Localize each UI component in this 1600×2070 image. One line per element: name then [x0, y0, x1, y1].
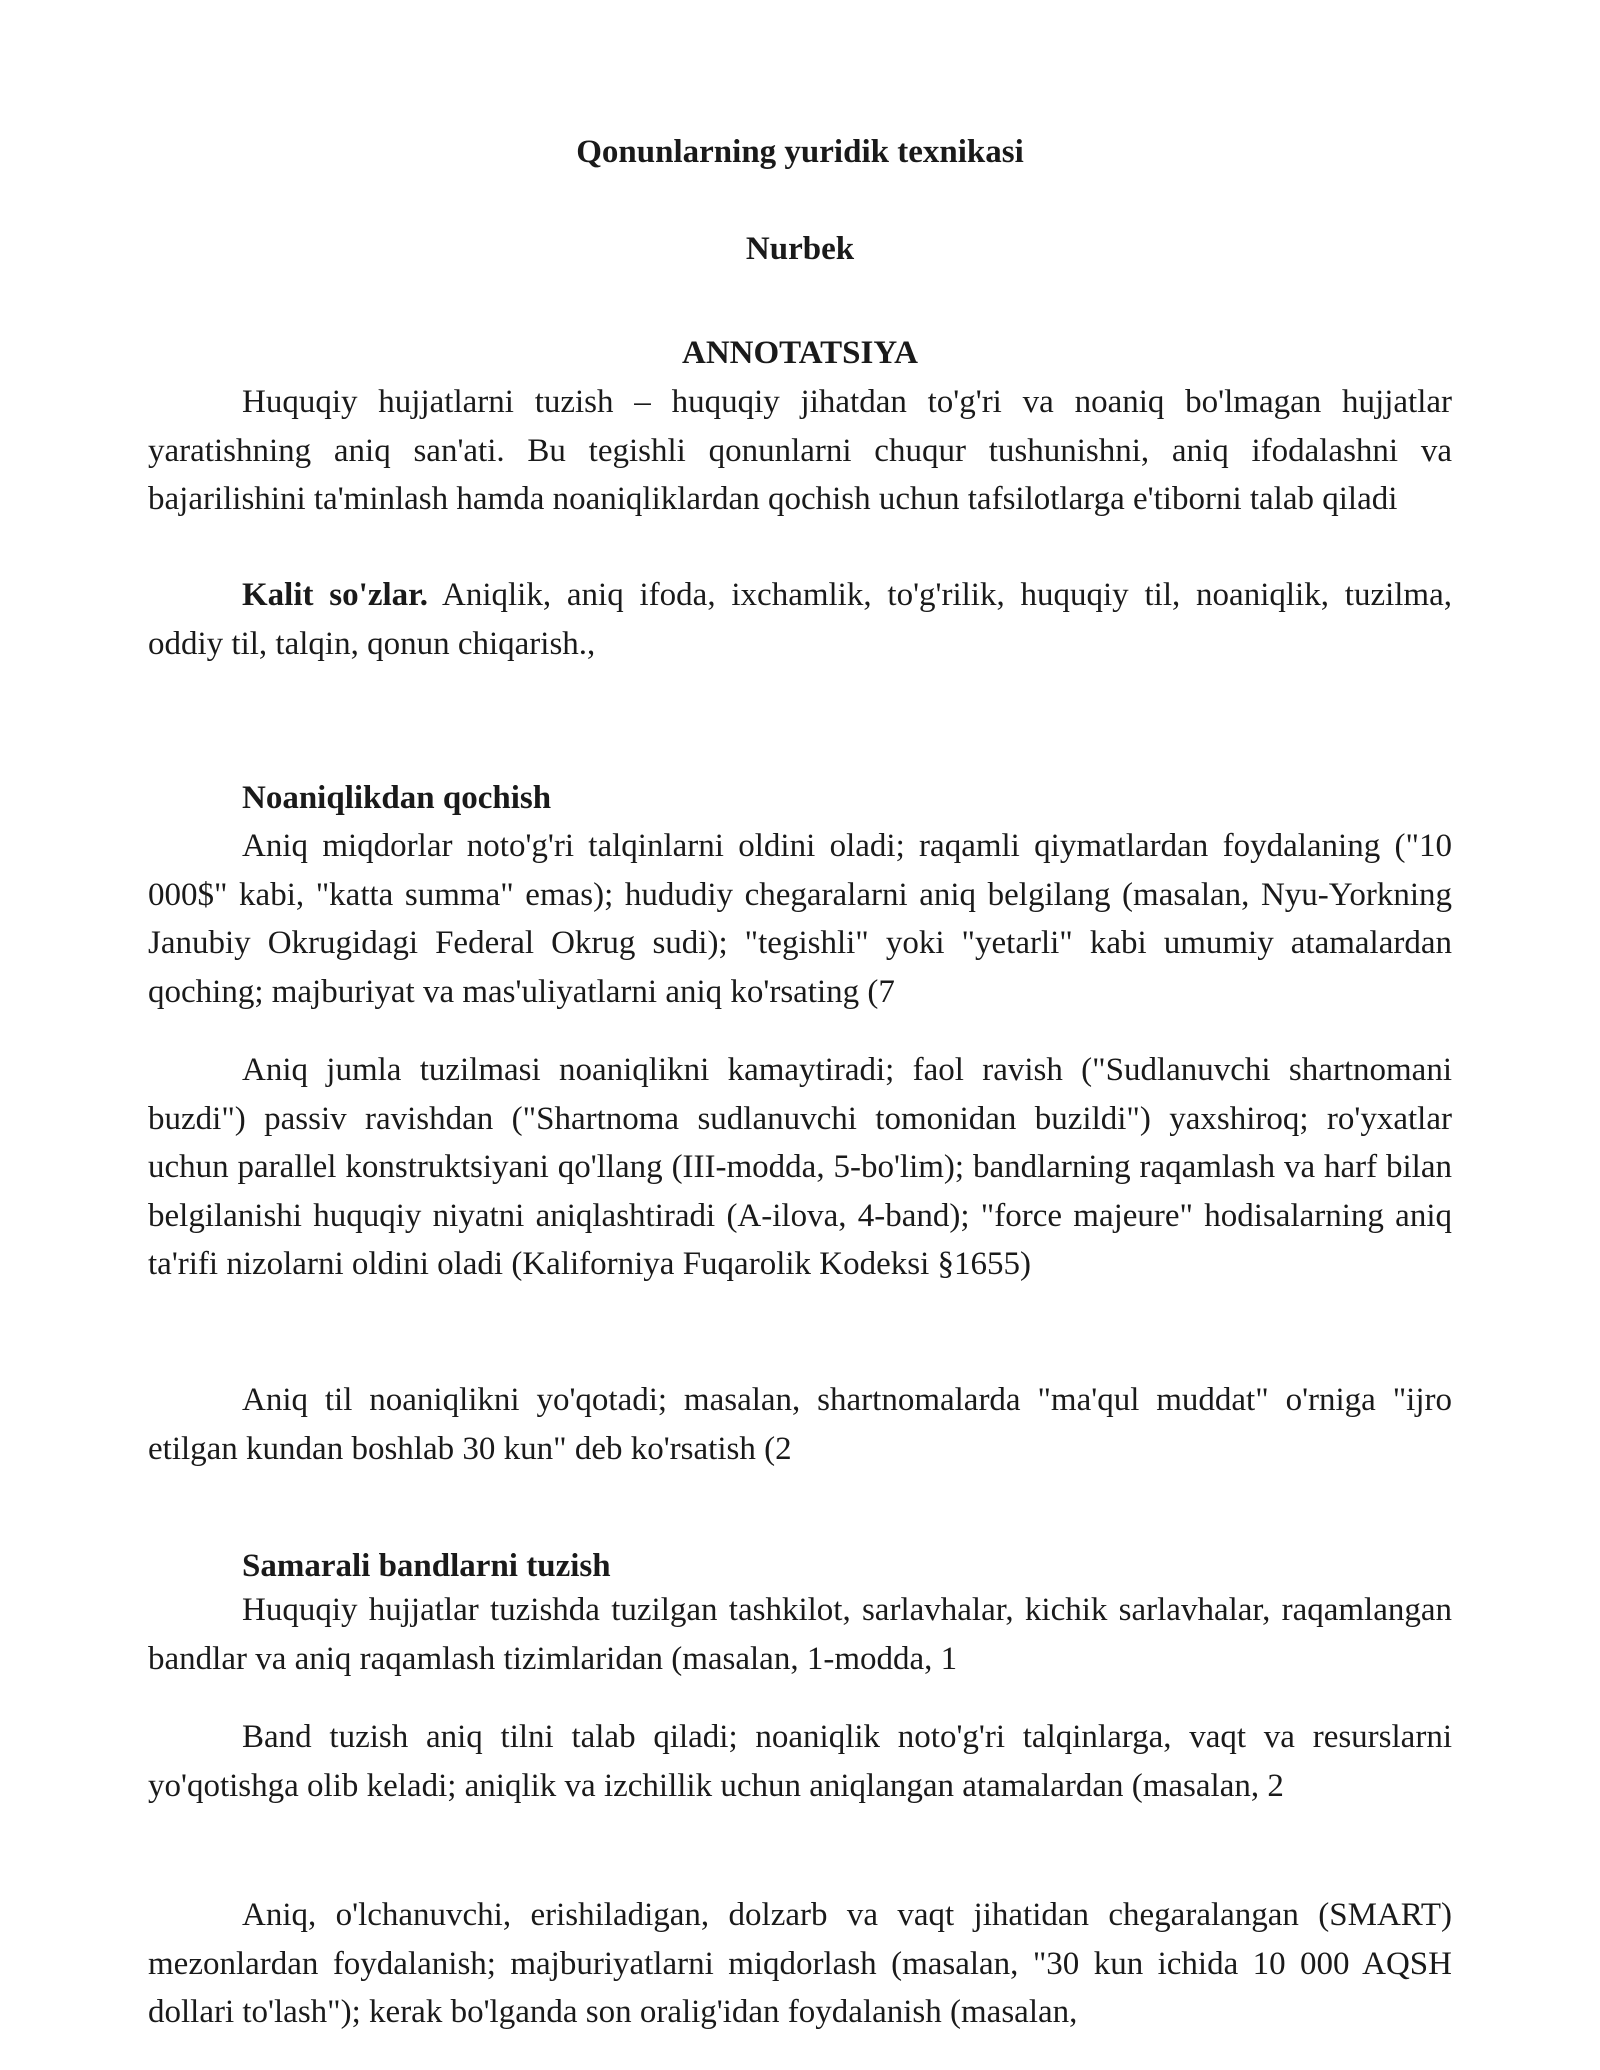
keywords-text: Aniqlik, aniq ifoda, ixchamlik, to'g'rilik, huquqiy til, noaniqlik, tuzilma, oddiy til, talqin, qonun chiqarish., [148, 577, 1452, 662]
document-title: Qonunlarning yuridik texnikasi [576, 134, 1024, 170]
keywords-paragraph [148, 571, 1452, 668]
section-2-paragraph-1: Huquqiy hujjatlar tuzishda tuzilgan tashkilot, sarlavhalar, kichik sarlavhalar, raqamlangan bandlar va aniq raqamlash tizimlaridan (masalan, 1-modda, 1 [148, 1592, 1452, 1677]
annotation-heading: ANNOTATSIYA [682, 335, 918, 371]
author-name: Nurbek [745, 231, 855, 267]
section-1-paragraph-1: Aniq miqdorlar noto'g'ri talqinlarni oldini oladi; raqamli qiymatlardan foydalaning ("10 000$" kabi, "katta summa" emas); hududiy chegaralarni aniq belgilang (masalan, Nyu-Yorkning Janubiy Okrugidagi Federal Okrug sudi); "tegishli" yoki "yetarli" kabi umumiy atamalardan qoching; majburiyat va mas'uliyatlarni aniq ko'rsating (7 [148, 828, 1452, 1010]
section-2-paragraph-3: Aniq, o'lchanuvchi, erishiladigan, dolzarb va vaqt jihatidan chegaralangan (SMART) mezonlardan foydalanish; majburiyatlarni miqdorlash (masalan, "30 kun ichida 10 000 AQSH dollari to'lash"); kerak bo'lganda son oralig'idan foydalanish (masalan, [148, 1897, 1452, 2030]
annotation-paragraph: Huquqiy hujjatlarni tuzish – huquqiy jihatdan to'g'ri va noaniq bo'lmagan hujjatlar yaratishning aniq san'ati. Bu tegishli qonunlarni chuqur tushunishni, aniq ifodalashni va bajarilishini ta'minlash hamda noaniqliklardan qochish uchun tafsilotlarga e'tiborni talab qiladi [148, 384, 1452, 517]
section-heading-effective-clauses: Samarali bandlarni tuzish [242, 1548, 611, 1584]
section-1-paragraph-3: Aniq til noaniqlikni yo'qotadi; masalan, shartnomalarda "ma'qul muddat" o'rniga "ijro etilgan kundan boshlab 30 kun" deb ko'rsatish (2 [148, 1382, 1452, 1467]
section-heading-ambiguity: Noaniqlikdan qochish [242, 780, 552, 816]
keywords-label: Kalit so'zlar. [242, 577, 428, 613]
section-1-paragraph-2: Aniq jumla tuzilmasi noaniqlikni kamaytiradi; faol ravish ("Sudlanuvchi shartnomani buzdi") passiv ravishdan ("Shartnoma sudlanuvchi tomonidan buzildi") yaxshiroq; ro'yxatlar uchun parallel konstruktsiyani qo'llang (III-modda, 5-bo'lim); bandlarning raqamlash va harf bilan belgilanishi huquqiy niyatni aniqlashtiradi (A-ilova, 4-band); "force majeure" hodisalarning aniq ta'rifi nizolarni oldini oladi (Kaliforniya Fuqarolik Kodeksi §1655) [148, 1052, 1452, 1282]
section-2-paragraph-2: Band tuzish aniq tilni talab qiladi; noaniqlik noto'g'ri talqinlarga, vaqt va resurslarni yo'qotishga olib keladi; aniqlik va izchillik uchun aniqlangan atamalardan (masalan, 2 [148, 1719, 1452, 1804]
